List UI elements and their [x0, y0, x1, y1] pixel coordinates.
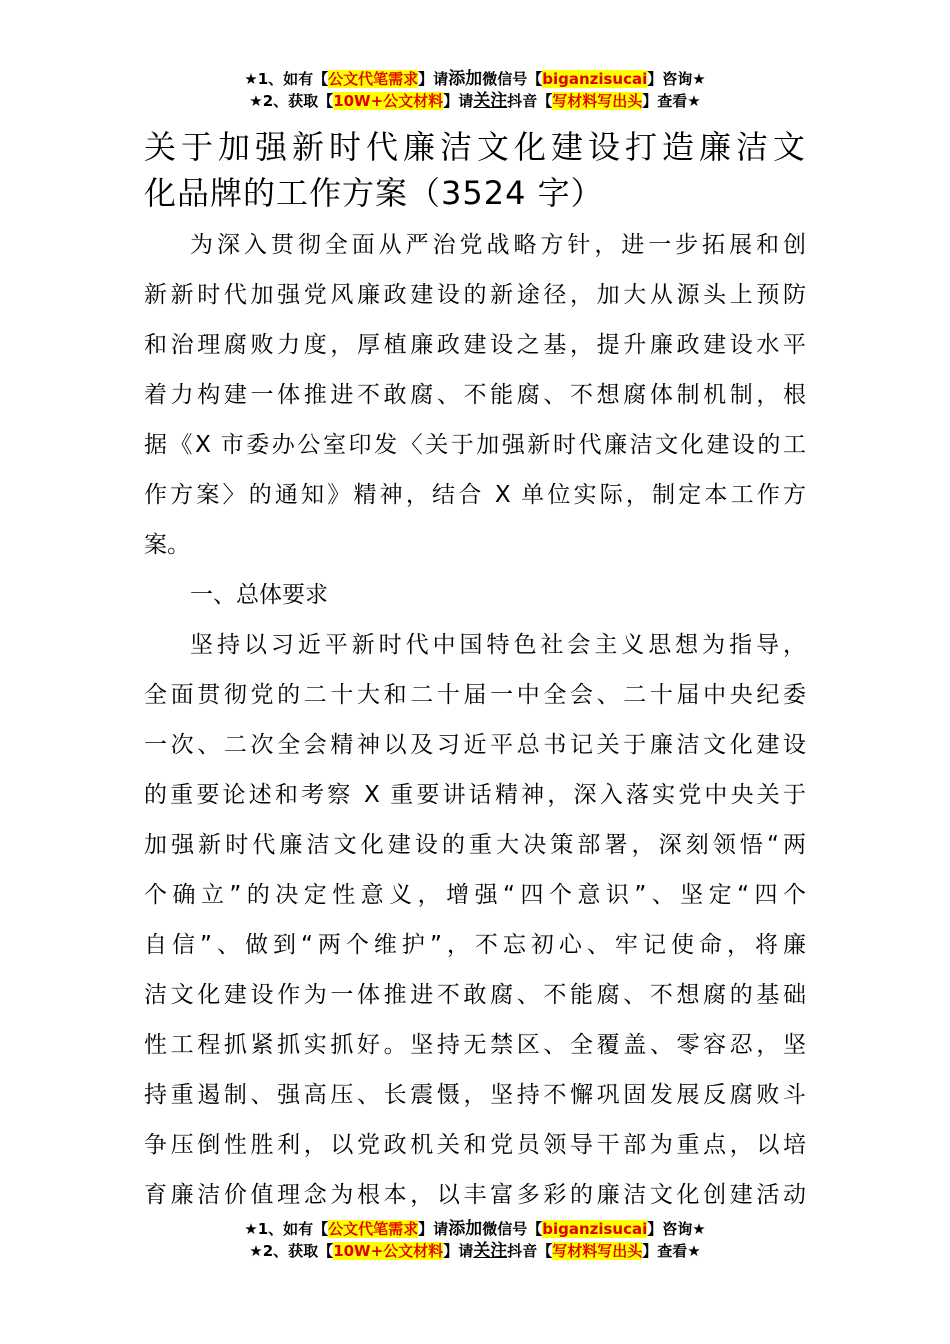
banner-text: 】请	[443, 1242, 474, 1260]
banner-line-2	[0, 1240, 950, 1262]
document-title	[144, 124, 806, 216]
intro-paragraph	[144, 220, 806, 570]
paragraph-line: 个确立”的决定性意义，增强“四个意识”、坚定“四个	[144, 882, 806, 908]
banner-text: ★1、如有【	[244, 70, 329, 88]
header-banner	[0, 68, 950, 112]
banner-highlight: 公文代笔需求	[328, 1220, 419, 1238]
banner-line-2	[0, 90, 950, 112]
banner-text: 抖音【	[507, 1242, 553, 1260]
banner-text: 】咨询★	[647, 70, 706, 88]
banner-text: 微信号【	[482, 70, 543, 88]
section-heading	[144, 570, 806, 620]
section-heading-text: 一、总体要求	[190, 582, 328, 608]
paragraph-line: 性工程抓紧抓实抓好。坚持无禁区、全覆盖、零容忍，坚	[144, 1032, 806, 1058]
banner-highlight: biganzisucai	[542, 70, 648, 88]
title-line: 化品牌的工作方案（3524 字）	[144, 174, 604, 212]
banner-text: 】查看★	[642, 92, 701, 110]
banner-text: 】请	[418, 1220, 449, 1238]
section-paragraph	[144, 620, 806, 1220]
title-line: 关于加强新时代廉洁文化建设打造廉洁文	[144, 128, 806, 166]
paragraph-line: 为深入贯彻全面从严治党战略方针，进一步拓展和创	[190, 232, 806, 258]
banner-highlight: 写材料写出头	[552, 1242, 643, 1260]
banner-highlight: biganzisucai	[542, 1220, 648, 1238]
paragraph-line: 自信”、做到“两个维护”，不忘初心、牢记使命，将廉	[144, 932, 806, 958]
banner-highlight: 10W+公文材料	[333, 1242, 444, 1260]
banner-text: 抖音【	[507, 92, 553, 110]
paragraph-line: 作方案〉的通知》精神，结合 X 单位实际，制定本工作方	[144, 482, 806, 508]
banner-text: 】查看★	[642, 1242, 701, 1260]
banner-line-1	[0, 68, 950, 90]
paragraph-line: 和治理腐败力度，厚植廉政建设之基，提升廉政建设水平	[144, 332, 806, 358]
paragraph-line: 新新时代加强党风廉政建设的新途径，加大从源头上预防	[144, 282, 806, 308]
banner-line-1	[0, 1218, 950, 1240]
paragraph-line: 案。	[144, 532, 190, 558]
paragraph-line: 全面贯彻党的二十大和二十届一中全会、二十届中央纪委	[144, 682, 806, 708]
banner-highlight: 公文代笔需求	[328, 70, 419, 88]
banner-text: ★2、获取【	[249, 92, 334, 110]
banner-text: 微信号【	[482, 1220, 543, 1238]
paragraph-line: 育廉洁价值理念为根本，以丰富多彩的廉洁文化创建活动	[144, 1182, 806, 1208]
paragraph-line: 洁文化建设作为一体推进不敢腐、不能腐、不想腐的基础	[144, 982, 806, 1008]
paragraph-line: 着力构建一体推进不敢腐、不能腐、不想腐体制机制，根	[144, 382, 806, 408]
banner-text: 】请	[418, 70, 449, 88]
banner-text: ★1、如有【	[244, 1220, 329, 1238]
paragraph-line: 持重遏制、强高压、长震慑，坚持不懈巩固发展反腐败斗	[144, 1082, 806, 1108]
banner-emphasis: 关注	[473, 1241, 508, 1261]
banner-emphasis: 添加	[448, 1219, 483, 1239]
paragraph-line: 争压倒性胜利，以党政机关和党员领导干部为重点，以培	[144, 1132, 806, 1158]
footer-banner	[0, 1218, 950, 1262]
paragraph-line: 加强新时代廉洁文化建设的重大决策部署，深刻领悟“两	[144, 832, 806, 858]
banner-emphasis: 关注	[473, 91, 508, 111]
banner-text: ★2、获取【	[249, 1242, 334, 1260]
banner-highlight: 写材料写出头	[552, 92, 643, 110]
banner-highlight: 10W+公文材料	[333, 92, 444, 110]
banner-emphasis: 添加	[448, 69, 483, 89]
paragraph-line: 坚持以习近平新时代中国特色社会主义思想为指导，	[190, 632, 806, 658]
paragraph-line: 一次、二次全会精神以及习近平总书记关于廉洁文化建设	[144, 732, 806, 758]
banner-text: 】咨询★	[647, 1220, 706, 1238]
paragraph-line: 的重要论述和考察 X 重要讲话精神，深入落实党中央关于	[144, 782, 806, 808]
banner-text: 】请	[443, 92, 474, 110]
paragraph-line: 据《X 市委办公室印发〈关于加强新时代廉洁文化建设的工	[144, 432, 806, 458]
